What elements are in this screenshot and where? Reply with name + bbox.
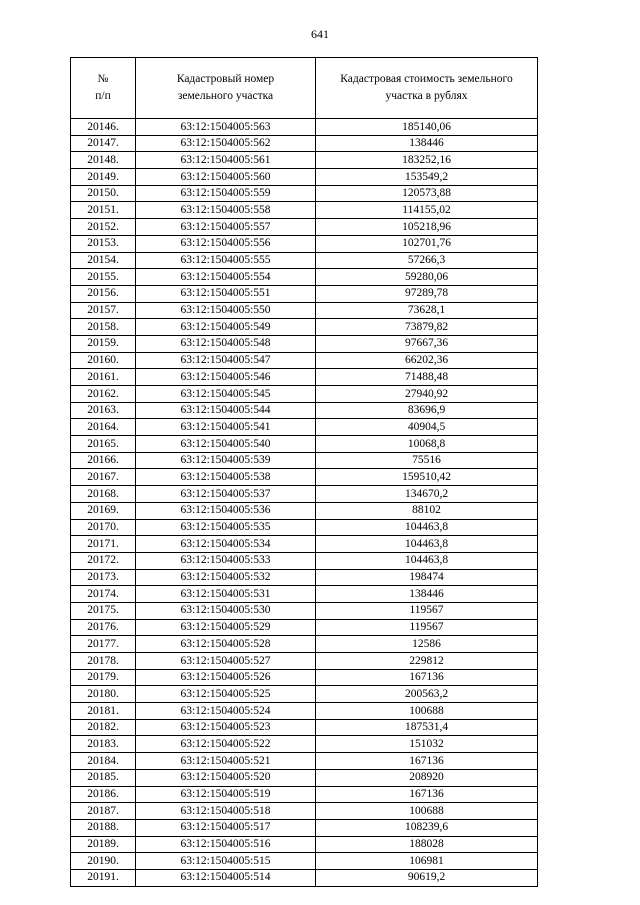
row-number: 20171. bbox=[71, 536, 136, 553]
table-row bbox=[71, 719, 538, 736]
row-number: 20157. bbox=[71, 302, 136, 319]
cadastral-value: 153549,2 bbox=[316, 169, 538, 186]
row-number: 20148. bbox=[71, 152, 136, 169]
cadastral-value: 83696,9 bbox=[316, 402, 538, 419]
cadastral-number: 63:12:1504005:547 bbox=[136, 352, 316, 369]
table-row bbox=[71, 302, 538, 319]
row-number: 20152. bbox=[71, 219, 136, 236]
cadastral-number: 63:12:1504005:529 bbox=[136, 619, 316, 636]
row-number: 20185. bbox=[71, 769, 136, 786]
table-row bbox=[71, 269, 538, 286]
table-body bbox=[71, 119, 538, 887]
cadastral-number: 63:12:1504005:544 bbox=[136, 402, 316, 419]
row-number: 20172. bbox=[71, 552, 136, 569]
cadastral-number: 63:12:1504005:539 bbox=[136, 452, 316, 469]
row-number: 20149. bbox=[71, 169, 136, 186]
header-cadastral-value bbox=[316, 58, 538, 119]
page-number: 641 bbox=[311, 27, 329, 41]
header-number bbox=[71, 58, 136, 119]
cadastral-value: 183252,16 bbox=[316, 152, 538, 169]
cadastral-value: 88102 bbox=[316, 502, 538, 519]
cadastral-number: 63:12:1504005:555 bbox=[136, 252, 316, 269]
cadastral-number: 63:12:1504005:523 bbox=[136, 719, 316, 736]
table-row bbox=[71, 486, 538, 503]
cadastral-number: 63:12:1504005:545 bbox=[136, 386, 316, 403]
row-number: 20159. bbox=[71, 335, 136, 352]
row-number: 20175. bbox=[71, 602, 136, 619]
cadastral-value: 105218,96 bbox=[316, 219, 538, 236]
table-row bbox=[71, 703, 538, 720]
cadastral-value: 188028 bbox=[316, 836, 538, 853]
cadastral-value: 100688 bbox=[316, 703, 538, 720]
cadastral-number: 63:12:1504005:562 bbox=[136, 135, 316, 152]
cadastral-number: 63:12:1504005:559 bbox=[136, 185, 316, 202]
header-number-text: № п/п bbox=[95, 73, 111, 102]
cadastral-number: 63:12:1504005:550 bbox=[136, 302, 316, 319]
cadastral-value: 97667,36 bbox=[316, 335, 538, 352]
cadastral-value: 57266,3 bbox=[316, 252, 538, 269]
cadastral-number: 63:12:1504005:514 bbox=[136, 869, 316, 886]
table-row bbox=[71, 402, 538, 419]
cadastral-number: 63:12:1504005:554 bbox=[136, 269, 316, 286]
table-row bbox=[71, 285, 538, 302]
cadastral-number: 63:12:1504005:558 bbox=[136, 202, 316, 219]
cadastral-value: 120573,88 bbox=[316, 185, 538, 202]
row-number: 20156. bbox=[71, 285, 136, 302]
table-row bbox=[71, 185, 538, 202]
table-row bbox=[71, 736, 538, 753]
row-number: 20165. bbox=[71, 436, 136, 453]
cadastral-number: 63:12:1504005:527 bbox=[136, 653, 316, 670]
table-row bbox=[71, 319, 538, 336]
table-row bbox=[71, 569, 538, 586]
table-row bbox=[71, 419, 538, 436]
cadastral-value: 167136 bbox=[316, 753, 538, 770]
cadastral-number: 63:12:1504005:540 bbox=[136, 436, 316, 453]
cadastral-number: 63:12:1504005:518 bbox=[136, 803, 316, 820]
table-row bbox=[71, 803, 538, 820]
cadastral-value: 90619,2 bbox=[316, 869, 538, 886]
row-number: 20146. bbox=[71, 119, 136, 136]
table-row bbox=[71, 836, 538, 853]
cadastral-value: 66202,36 bbox=[316, 352, 538, 369]
cadastral-number: 63:12:1504005:524 bbox=[136, 703, 316, 720]
row-number: 20153. bbox=[71, 235, 136, 252]
row-number: 20161. bbox=[71, 369, 136, 386]
row-number: 20170. bbox=[71, 519, 136, 536]
row-number: 20168. bbox=[71, 486, 136, 503]
cadastral-number: 63:12:1504005:522 bbox=[136, 736, 316, 753]
table-row bbox=[71, 519, 538, 536]
table-row bbox=[71, 819, 538, 836]
cadastral-value: 159510,42 bbox=[316, 469, 538, 486]
table-row bbox=[71, 653, 538, 670]
table-row bbox=[71, 235, 538, 252]
cadastral-value: 59280,06 bbox=[316, 269, 538, 286]
table-row bbox=[71, 669, 538, 686]
table-row bbox=[71, 753, 538, 770]
cadastral-number: 63:12:1504005:563 bbox=[136, 119, 316, 136]
cadastral-value: 97289,78 bbox=[316, 285, 538, 302]
cadastral-table bbox=[70, 57, 538, 887]
cadastral-value: 119567 bbox=[316, 619, 538, 636]
table-row bbox=[71, 869, 538, 886]
cadastral-value: 12586 bbox=[316, 636, 538, 653]
header-cadastral-number bbox=[136, 58, 316, 119]
row-number: 20189. bbox=[71, 836, 136, 853]
cadastral-number: 63:12:1504005:548 bbox=[136, 335, 316, 352]
table-row bbox=[71, 135, 538, 152]
cadastral-value: 102701,76 bbox=[316, 235, 538, 252]
cadastral-value: 114155,02 bbox=[316, 202, 538, 219]
table-row bbox=[71, 335, 538, 352]
header-cadastral-value-text: Кадастровая стоимость земельного участка в рублях bbox=[340, 73, 513, 102]
table-row bbox=[71, 469, 538, 486]
row-number: 20160. bbox=[71, 352, 136, 369]
cadastral-value: 208920 bbox=[316, 769, 538, 786]
row-number: 20187. bbox=[71, 803, 136, 820]
row-number: 20174. bbox=[71, 586, 136, 603]
row-number: 20180. bbox=[71, 686, 136, 703]
header-cadastral-number-text: Кадастровый номер земельного участка bbox=[176, 73, 275, 102]
row-number: 20176. bbox=[71, 619, 136, 636]
table-header bbox=[71, 58, 538, 119]
cadastral-value: 73628,1 bbox=[316, 302, 538, 319]
cadastral-value: 138446 bbox=[316, 135, 538, 152]
table-row bbox=[71, 636, 538, 653]
row-number: 20183. bbox=[71, 736, 136, 753]
cadastral-value: 75516 bbox=[316, 452, 538, 469]
row-number: 20182. bbox=[71, 719, 136, 736]
cadastral-number: 63:12:1504005:526 bbox=[136, 669, 316, 686]
header-row bbox=[71, 58, 538, 119]
cadastral-value: 151032 bbox=[316, 736, 538, 753]
row-number: 20173. bbox=[71, 569, 136, 586]
table-row bbox=[71, 252, 538, 269]
row-number: 20154. bbox=[71, 252, 136, 269]
cadastral-number: 63:12:1504005:520 bbox=[136, 769, 316, 786]
cadastral-number: 63:12:1504005:517 bbox=[136, 819, 316, 836]
cadastral-value: 100688 bbox=[316, 803, 538, 820]
table-row bbox=[71, 202, 538, 219]
table-row bbox=[71, 152, 538, 169]
cadastral-number: 63:12:1504005:530 bbox=[136, 602, 316, 619]
cadastral-number: 63:12:1504005:515 bbox=[136, 853, 316, 870]
cadastral-value: 167136 bbox=[316, 786, 538, 803]
row-number: 20190. bbox=[71, 853, 136, 870]
cadastral-value: 104463,8 bbox=[316, 552, 538, 569]
cadastral-number: 63:12:1504005:519 bbox=[136, 786, 316, 803]
cadastral-value: 198474 bbox=[316, 569, 538, 586]
cadastral-number: 63:12:1504005:537 bbox=[136, 486, 316, 503]
cadastral-number: 63:12:1504005:531 bbox=[136, 586, 316, 603]
cadastral-value: 185140,06 bbox=[316, 119, 538, 136]
table-row bbox=[71, 586, 538, 603]
row-number: 20186. bbox=[71, 786, 136, 803]
row-number: 20147. bbox=[71, 135, 136, 152]
row-number: 20166. bbox=[71, 452, 136, 469]
table-row bbox=[71, 619, 538, 636]
cadastral-value: 119567 bbox=[316, 602, 538, 619]
cadastral-number: 63:12:1504005:521 bbox=[136, 753, 316, 770]
cadastral-number: 63:12:1504005:561 bbox=[136, 152, 316, 169]
row-number: 20184. bbox=[71, 753, 136, 770]
table-row bbox=[71, 119, 538, 136]
row-number: 20163. bbox=[71, 402, 136, 419]
table-row bbox=[71, 452, 538, 469]
table-row bbox=[71, 169, 538, 186]
table-row bbox=[71, 369, 538, 386]
cadastral-value: 104463,8 bbox=[316, 519, 538, 536]
row-number: 20167. bbox=[71, 469, 136, 486]
cadastral-number: 63:12:1504005:556 bbox=[136, 235, 316, 252]
cadastral-number: 63:12:1504005:551 bbox=[136, 285, 316, 302]
cadastral-number: 63:12:1504005:534 bbox=[136, 536, 316, 553]
table-row bbox=[71, 352, 538, 369]
cadastral-number: 63:12:1504005:528 bbox=[136, 636, 316, 653]
cadastral-value: 106981 bbox=[316, 853, 538, 870]
row-number: 20150. bbox=[71, 185, 136, 202]
table-row bbox=[71, 536, 538, 553]
table-row bbox=[71, 769, 538, 786]
cadastral-number: 63:12:1504005:538 bbox=[136, 469, 316, 486]
row-number: 20177. bbox=[71, 636, 136, 653]
table-row bbox=[71, 602, 538, 619]
cadastral-value: 167136 bbox=[316, 669, 538, 686]
cadastral-number: 63:12:1504005:535 bbox=[136, 519, 316, 536]
row-number: 20164. bbox=[71, 419, 136, 436]
cadastral-value: 104463,8 bbox=[316, 536, 538, 553]
cadastral-number: 63:12:1504005:516 bbox=[136, 836, 316, 853]
cadastral-value: 138446 bbox=[316, 586, 538, 603]
table-row bbox=[71, 219, 538, 236]
row-number: 20169. bbox=[71, 502, 136, 519]
row-number: 20191. bbox=[71, 869, 136, 886]
table-row bbox=[71, 502, 538, 519]
cadastral-number: 63:12:1504005:536 bbox=[136, 502, 316, 519]
cadastral-value: 73879,82 bbox=[316, 319, 538, 336]
row-number: 20178. bbox=[71, 653, 136, 670]
cadastral-value: 134670,2 bbox=[316, 486, 538, 503]
table-row bbox=[71, 853, 538, 870]
cadastral-value: 40904,5 bbox=[316, 419, 538, 436]
row-number: 20162. bbox=[71, 386, 136, 403]
cadastral-value: 10068,8 bbox=[316, 436, 538, 453]
cadastral-number: 63:12:1504005:532 bbox=[136, 569, 316, 586]
row-number: 20179. bbox=[71, 669, 136, 686]
cadastral-number: 63:12:1504005:557 bbox=[136, 219, 316, 236]
cadastral-value: 108239,6 bbox=[316, 819, 538, 836]
cadastral-number: 63:12:1504005:549 bbox=[136, 319, 316, 336]
table-row bbox=[71, 436, 538, 453]
cadastral-number: 63:12:1504005:541 bbox=[136, 419, 316, 436]
table-row bbox=[71, 786, 538, 803]
cadastral-number: 63:12:1504005:560 bbox=[136, 169, 316, 186]
cadastral-value: 71488,48 bbox=[316, 369, 538, 386]
cadastral-value: 187531,4 bbox=[316, 719, 538, 736]
cadastral-number: 63:12:1504005:533 bbox=[136, 552, 316, 569]
cadastral-number: 63:12:1504005:546 bbox=[136, 369, 316, 386]
cadastral-value: 200563,2 bbox=[316, 686, 538, 703]
cadastral-number: 63:12:1504005:525 bbox=[136, 686, 316, 703]
table-row bbox=[71, 552, 538, 569]
row-number: 20155. bbox=[71, 269, 136, 286]
cadastral-value: 27940,92 bbox=[316, 386, 538, 403]
cadastral-value: 229812 bbox=[316, 653, 538, 670]
row-number: 20181. bbox=[71, 703, 136, 720]
row-number: 20151. bbox=[71, 202, 136, 219]
table-row bbox=[71, 686, 538, 703]
row-number: 20158. bbox=[71, 319, 136, 336]
table-row bbox=[71, 386, 538, 403]
row-number: 20188. bbox=[71, 819, 136, 836]
